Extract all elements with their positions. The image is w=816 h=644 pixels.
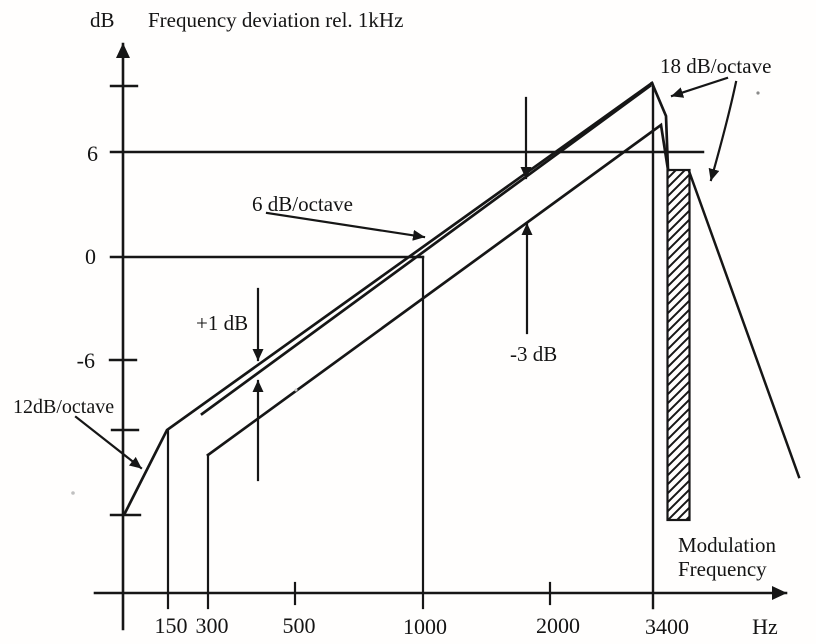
x-tick-label-1000: 1000 [403, 614, 447, 639]
y-tick-label-0: 0 [85, 244, 96, 269]
annotation-12db-octave: 12dB/octave [13, 396, 115, 418]
pointer-18db-arrow-rolloff [711, 82, 736, 180]
x-tick-label-300: 300 [195, 613, 229, 638]
y-tick-label-minus6: -6 [76, 348, 95, 373]
rolloff-extension-line [689, 171, 799, 477]
pointer-6db-arrow [267, 213, 424, 237]
scan-speckle [295, 389, 298, 392]
x-tick-label-150: 150 [154, 613, 188, 638]
annotation-minus3db: -3 dB [510, 342, 558, 366]
x-tick-label-500: 500 [282, 613, 316, 638]
annotation-18db-octave: 18 dB/octave [660, 54, 772, 78]
annotation-plus1db: +1 dB [196, 311, 249, 335]
x-axis-caption-line1: Modulation [678, 533, 776, 557]
y-axis-unit-label: dB [90, 8, 115, 32]
nominal-curve [202, 86, 650, 414]
y-tick-label-6: 6 [87, 141, 98, 166]
lower-limit-curve [208, 125, 668, 455]
pointer-18db-arrow-peak [672, 78, 727, 96]
band-edge-hatched-bar [668, 170, 690, 520]
x-axis-caption-line2: Frequency [678, 557, 767, 581]
scan-speckle [71, 491, 75, 495]
x-tick-label-2000: 2000 [536, 613, 580, 638]
chart-title: Frequency deviation rel. 1kHz [148, 8, 404, 32]
x-tick-label-3400: 3400 [645, 614, 689, 639]
annotation-6db-octave: 6 dB/octave [252, 192, 353, 216]
upper-limit-curve [125, 83, 652, 513]
pointer-12db-arrow [76, 417, 141, 468]
scan-speckle [756, 91, 759, 94]
x-axis-unit-label: Hz [752, 614, 778, 639]
